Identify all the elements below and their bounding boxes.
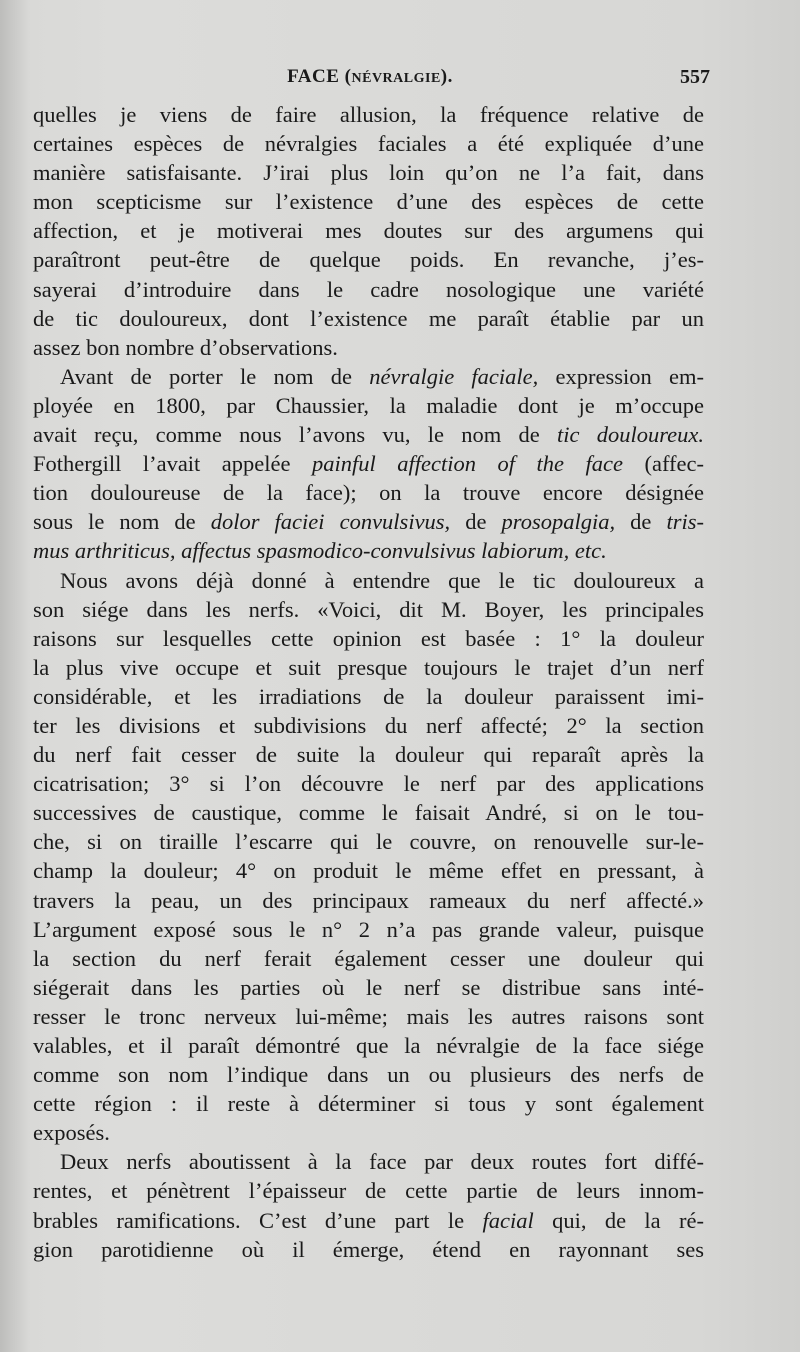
text-line: [33, 478, 704, 507]
text-span: ter les divisions et subdivisions du nerf affecté; 2° la section: [33, 712, 704, 738]
text-span: Avant de porter le nom de: [60, 363, 370, 389]
italic-span: névralgie faciale,: [369, 363, 539, 389]
text-line: [33, 216, 704, 245]
text-line: [33, 915, 704, 944]
text-span: raisons sur lesquelles cette opinion est basée : 1° la douleur: [33, 625, 704, 651]
text-line: [33, 158, 704, 187]
text-span: son siége dans les nerfs. «Voici, dit M. Boyer, les principales: [33, 596, 704, 622]
text-span: Fothergill l’avait appelée: [33, 451, 313, 477]
text-span: la section du nerf ferait également cesser une douleur qui: [33, 945, 704, 971]
italic-span: facial: [482, 1207, 534, 1233]
text-line: [33, 1176, 704, 1205]
text-line: [33, 769, 704, 798]
text-line: [33, 1147, 704, 1176]
italic-span: tris-: [666, 509, 704, 535]
text-span: successives de caustique, comme le faisait André, si on le tou-: [33, 800, 704, 826]
text-line: [33, 1235, 704, 1264]
text-span: siégerait dans les parties où le nerf se distribue sans inté-: [33, 974, 704, 1000]
text-span: sous le nom de: [33, 509, 211, 535]
body-text: [33, 100, 704, 1264]
text-line: [33, 740, 704, 769]
text-line: [33, 827, 704, 856]
italic-span: dolor faciei convulsivus,: [210, 509, 466, 535]
text-span: affection, et je motiverai mes doutes sur des argumens qui: [33, 218, 704, 244]
text-line: [33, 187, 704, 216]
text-line: [33, 944, 704, 973]
text-span: considérable, et les irradiations de la douleur paraissent imi-: [33, 683, 704, 709]
text-line: [33, 595, 704, 624]
text-line: [33, 886, 704, 915]
text-line: [33, 1206, 704, 1235]
text-span: cette région : il reste à déterminer si tous y sont également: [33, 1091, 704, 1117]
text-line: [33, 304, 704, 333]
text-span: brables ramifications. C’est d’une part le: [33, 1207, 483, 1233]
text-span: resser le tronc nerveux lui-même; mais les autres raisons sont: [33, 1003, 704, 1029]
text-line: [33, 1089, 704, 1118]
text-span: cicatrisation; 3° si l’on découvre le nerf par des applications: [33, 771, 704, 797]
text-line: [33, 1002, 704, 1031]
text-span: quelles je viens de faire allusion, la fréquence relative de: [33, 102, 704, 127]
text-span: che, si on tiraille l’escarre qui le couvre, on renouvelle sur-le-: [33, 829, 704, 855]
text-span: tion douloureuse de la face); on la trouve encore désignée: [33, 480, 704, 506]
text-line: [33, 973, 704, 1002]
text-span: qui, de la ré-: [533, 1207, 704, 1233]
running-title-smallcaps: NÉVRALGIE: [351, 71, 441, 86]
italic-span: mus arthriticus, affectus spasmodico-convulsivus labiorum, etc.: [33, 538, 607, 564]
text-span: de: [465, 509, 502, 535]
page-header: [30, 66, 710, 96]
text-span: mon scepticisme sur l’existence d’une des espèces de cette: [33, 189, 704, 215]
running-title: [30, 66, 710, 88]
text-line: [33, 536, 704, 565]
text-line: [33, 624, 704, 653]
text-line: [33, 653, 704, 682]
text-span: comme son nom l’indique dans un ou plusieurs des nerfs de: [33, 1062, 704, 1088]
text-line: [33, 682, 704, 711]
text-span: travers la peau, un des principaux rameaux du nerf affecté.»: [33, 887, 704, 913]
text-span: assez bon nombre d’observations.: [33, 334, 338, 360]
text-span: (affec-: [622, 451, 704, 477]
text-span: champ la douleur; 4° on produit le même effet en pressant, à: [33, 858, 704, 884]
running-title-main: FACE (: [287, 66, 352, 87]
text-span: valables, et il paraît démontré que la névralgie de la face siége: [33, 1033, 704, 1058]
text-line: [33, 711, 704, 740]
italic-span: prosopalgia,: [501, 509, 631, 535]
text-line: [33, 566, 704, 595]
text-span: exposés.: [33, 1120, 110, 1146]
text-span: du nerf fait cesser de suite la douleur qui reparaît après la: [33, 742, 704, 768]
text-span: ployée en 1800, par Chaussier, la maladie dont je m’occupe: [33, 392, 704, 418]
text-span: certaines espèces de névralgies faciales a été expliquée d’une: [33, 131, 704, 157]
text-span: la plus vive occupe et suit presque toujours le trajet d’un nerf: [33, 654, 704, 680]
text-line: [33, 333, 704, 362]
text-line: [33, 1060, 704, 1089]
page-number: 557: [680, 66, 710, 88]
text-span: rentes, et pénètrent l’épaisseur de cette partie de leurs innom-: [33, 1178, 704, 1204]
text-line: [33, 507, 704, 536]
italic-span: tic douloureux.: [556, 422, 705, 448]
text-line: [33, 129, 704, 158]
text-line: [33, 275, 704, 304]
text-span: de tic douloureux, dont l’existence me paraît établie par un: [33, 305, 704, 331]
text-span: L’argument exposé sous le n° 2 n’a pas grande valeur, puisque: [33, 916, 704, 942]
text-span: Deux nerfs aboutissent à la face par deux routes fort diffé-: [60, 1149, 704, 1175]
text-line: [33, 798, 704, 827]
text-span: sayerai d’introduire dans le cadre nosologique une variété: [33, 276, 704, 302]
text-line: [33, 1031, 704, 1060]
text-span: gion parotidienne où il émerge, étend en rayonnant ses: [33, 1236, 704, 1262]
text-line: [33, 391, 704, 420]
text-span: manière satisfaisante. J’irai plus loin qu’on ne l’a fait, dans: [33, 160, 704, 186]
text-span: Nous avons déjà donné à entendre que le tic douloureux a: [60, 567, 704, 593]
text-line: [33, 100, 704, 129]
text-line: [33, 420, 704, 449]
text-line: [33, 856, 704, 885]
running-title-end: ).: [440, 66, 453, 87]
text-line: [33, 245, 704, 274]
text-span: expression em-: [538, 363, 704, 389]
text-span: de: [630, 509, 667, 535]
italic-span: painful affection of the face: [312, 451, 623, 477]
text-span: avait reçu, comme nous l’avons vu, le nom de: [33, 422, 557, 448]
text-line: [33, 449, 704, 478]
text-span: paraîtront peut-être de quelque poids. En revanche, j’es-: [33, 247, 704, 273]
text-line: [33, 1118, 704, 1147]
text-line: [33, 362, 704, 391]
